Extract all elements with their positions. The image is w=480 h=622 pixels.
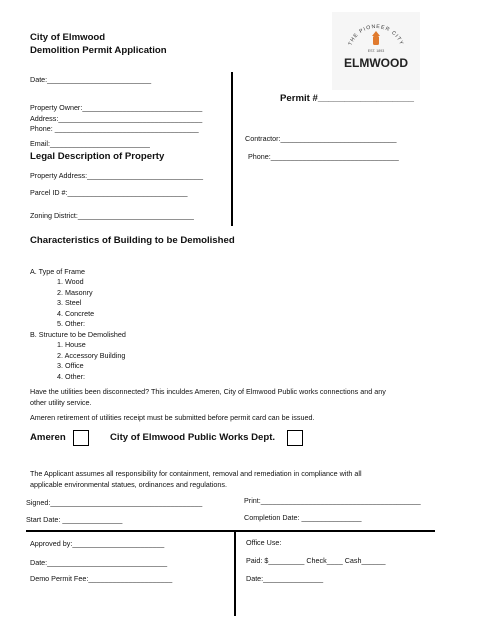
legal-heading: Legal Description of Property (30, 151, 165, 162)
print-field[interactable]: Print:________________________________________ (244, 496, 421, 505)
frame-option[interactable]: 1. Wood (57, 277, 84, 286)
office-date-field[interactable]: Date:_______________ (246, 574, 324, 583)
start-date-field[interactable]: Start Date: _______________ (26, 515, 123, 524)
approved-by-field[interactable]: Approved by:_______________________ (30, 539, 165, 548)
contractor-field[interactable]: Contractor:_____________________________ (245, 134, 397, 143)
parcel-id-field[interactable]: Parcel ID #:______________________________ (30, 188, 188, 197)
approval-date-field[interactable]: Date:______________________________ (30, 558, 168, 567)
elmwood-logo (332, 12, 420, 90)
ameren-note: Ameren retirement of utilities receipt must be submitted before permit card can be issued. (30, 413, 315, 422)
signed-field[interactable]: Signed:______________________________________ (26, 498, 203, 507)
email-field[interactable]: Email:_________________________ (30, 139, 150, 148)
office-use-label: Office Use: (246, 538, 282, 547)
office-separator (26, 530, 435, 532)
permit-number[interactable]: Permit #__________________ (280, 93, 414, 104)
logo-arc-text: THE PIONEER CITY (347, 23, 405, 47)
characteristics-heading: Characteristics of Building to be Demolished (30, 235, 235, 246)
top-divider (231, 72, 233, 226)
address-field[interactable]: Address:____________________________________ (30, 114, 203, 123)
frame-type-list (57, 277, 94, 330)
responsibility-line-2: applicable environmental statues, ordinances and regulations. (30, 480, 227, 489)
structure-option[interactable]: 4. Other: (57, 372, 85, 382)
city-name: City of Elmwood (30, 32, 106, 43)
public-works-checkbox[interactable] (287, 430, 303, 446)
utilities-question-2: other utility service. (30, 398, 92, 407)
structure-option[interactable]: 3. Office (57, 361, 84, 371)
structure-option[interactable]: 1. House (57, 340, 86, 349)
public-works-label: City of Elmwood Public Works Dept. (110, 432, 276, 443)
completion-date-field[interactable]: Completion Date: _______________ (244, 513, 362, 522)
utilities-question-1: Have the utilities been disconnected? This inculdes Ameren, City of Elmwood Public works connections and any (30, 387, 386, 396)
frame-type-label: A. Type of Frame (30, 267, 85, 276)
responsibility-line-1: The Applicant assumes all responsibility for containment, removal and remediation in compliance with all (30, 469, 362, 478)
frame-option[interactable]: 3. Steel (57, 298, 82, 307)
contractor-phone-field[interactable]: Phone:________________________________ (248, 152, 399, 161)
ameren-checkbox[interactable] (73, 430, 89, 446)
frame-option[interactable]: 5. Other: (57, 319, 85, 328)
property-address-field[interactable]: Property Address:_____________________________ (30, 171, 204, 180)
structure-option[interactable]: 2. Accessory Building (57, 350, 126, 360)
elmwood-seal-icon (332, 12, 420, 90)
property-owner-field[interactable]: Property Owner:______________________________ (30, 103, 203, 112)
demo-fee-field[interactable]: Demo Permit Fee:_____________________ (30, 574, 173, 583)
phone-field[interactable]: Phone: ____________________________________ (30, 124, 199, 133)
form-title: Demolition Permit Application (30, 45, 167, 56)
zoning-field[interactable]: Zoning District:_____________________________ (30, 211, 194, 220)
frame-option[interactable]: 2. Masonry (57, 287, 93, 297)
logo-wordmark: ELMWOOD (344, 56, 408, 70)
date-field[interactable]: Date:__________________________ (30, 75, 152, 84)
structure-label: B. Structure to be Demolished (30, 330, 126, 339)
structure-list (57, 340, 125, 383)
logo-est: EST. 1893 (367, 49, 385, 53)
lantern-icon (373, 36, 379, 45)
frame-option[interactable]: 4. Concrete (57, 308, 95, 318)
ameren-label: Ameren (30, 432, 66, 443)
paid-field[interactable]: Paid: $_________ Check____ Cash______ (246, 556, 386, 565)
bottom-divider (234, 530, 236, 616)
